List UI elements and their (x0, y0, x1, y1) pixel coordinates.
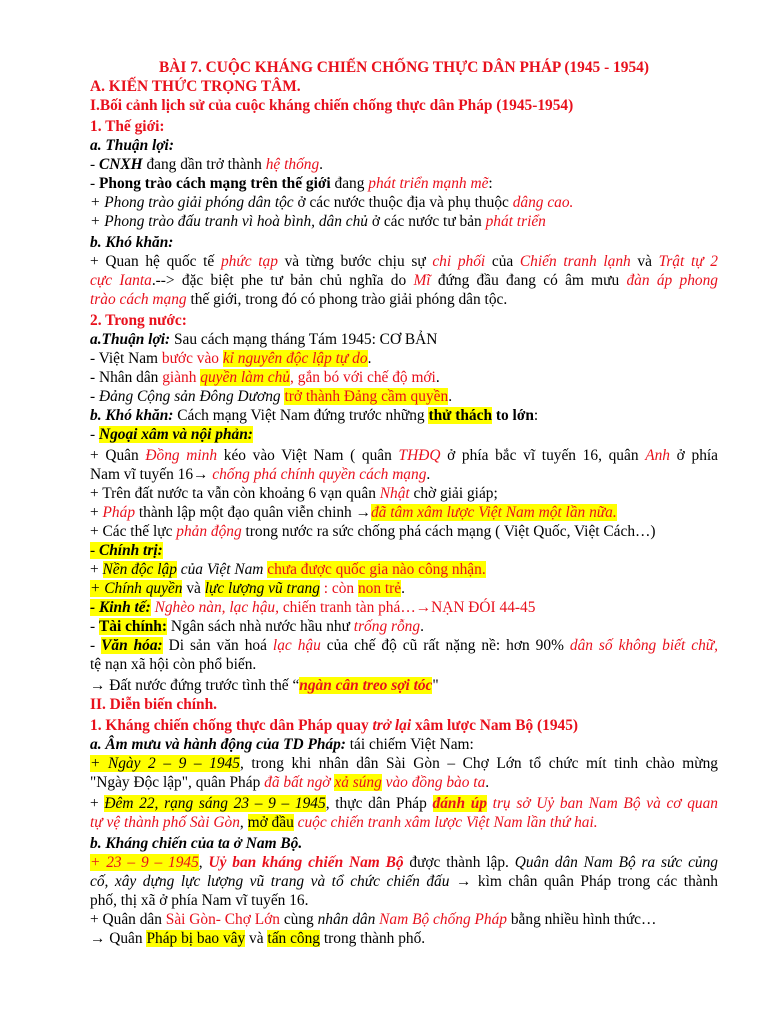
line-reactionary (90, 522, 718, 541)
text: và (630, 253, 659, 270)
text: chi phối (432, 253, 486, 270)
domestic-heading: 2. Trong nước: (90, 312, 187, 329)
text: phức tạp (220, 253, 278, 270)
text: mở đầu (247, 814, 294, 831)
text: tái chiếm Việt Nam: (345, 736, 474, 753)
text: và (245, 930, 268, 947)
text: đang dần trở thành (142, 156, 266, 173)
text: " (432, 677, 439, 694)
text: và từng bước chịu sự (277, 253, 433, 270)
line-politics (90, 541, 718, 560)
line-party (90, 387, 718, 406)
section-a-heading: A. KIẾN THỨC TRỌNG TÂM. (90, 78, 301, 95)
text: trong nước ra sức chống phá cách mạng ( Việt Quốc, Việt Cách…) (241, 523, 656, 540)
text: đã bất ngờ (264, 774, 335, 791)
section-i-heading: I.Bối cảnh lịch sử của cuộc kháng chiến chống thực dân Pháp (1945-1954) (90, 97, 574, 114)
text: hệ thống (265, 156, 320, 173)
line-social-evils: tệ nạn xã hội còn phổ biến. (90, 656, 257, 673)
text: + Phong trào đấu tranh vì hoà bình, dân chủ (90, 213, 369, 230)
text: . (435, 369, 440, 386)
text: . (401, 580, 405, 597)
text: THĐQ (398, 447, 441, 464)
text: Đồng minh (145, 447, 218, 464)
line-finance (90, 617, 718, 636)
text: , gắn bó với chế độ mới (290, 369, 436, 386)
line-sept-22 (90, 794, 718, 813)
text: - Nhân dân (90, 369, 163, 386)
text: Đêm 22, rạng sáng 23 – 9 – 1945 (104, 795, 326, 812)
text: a.Thuận lợi: (90, 331, 171, 348)
text: trụ sở Uỷ ban Nam Bộ và cơ quan (486, 795, 718, 812)
text: . (319, 156, 324, 173)
text: đàn áp phong (626, 272, 718, 289)
text: . (426, 466, 431, 483)
text: đã tâm xâm lược Việt Nam một lần nữa. (370, 504, 617, 521)
text: lực lượng vũ trang (204, 580, 320, 597)
text: → Đất nước đứng trước tình thế “ (90, 677, 300, 694)
text: chờ giải giáp; (409, 485, 498, 502)
text: chưa được quốc gia nào công nhận. (267, 561, 486, 578)
text: : (488, 175, 493, 192)
text: thế giới, trong đó có phong trào giải phóng dân tộc. (186, 291, 508, 308)
text: Cách mạng Việt Nam đứng trước những (173, 407, 429, 424)
text: tự vệ thành phố Sài Gòn (90, 814, 240, 831)
text: được thành lập. (403, 854, 515, 871)
text: Uỷ ban kháng chiến Nam Bộ (208, 854, 404, 871)
text: + Trên đất nước ta vẫn còn khoảng 6 vạn quân (90, 485, 380, 502)
text: Ngoại xâm và nội phản: (98, 426, 253, 443)
text: + Quân dân (90, 911, 166, 928)
line-independence (90, 560, 718, 579)
line-build-forces (90, 872, 718, 891)
text: dâng cao. (512, 194, 574, 211)
text: và (182, 580, 205, 597)
text: + Quân (90, 447, 146, 464)
text: - Việt Nam (90, 350, 162, 367)
text: phản động (176, 523, 242, 540)
line-economy (90, 598, 718, 617)
text: Pháp (102, 504, 136, 521)
text: cực Ianta (90, 272, 152, 289)
text: Nhật (379, 485, 410, 502)
line-sept-23 (90, 853, 718, 872)
text: + 23 – 9 – 1945 (90, 854, 199, 871)
line-second-invasion (90, 813, 718, 832)
line-domestic-advantages (90, 330, 718, 349)
text: - (90, 637, 102, 654)
text: to lớn (492, 407, 534, 424)
text: .--> đặc biệt phe tư bản chủ nghĩa do (151, 272, 414, 289)
line-oppose (90, 465, 718, 484)
text: + Các thế lực (90, 523, 177, 540)
text: , (198, 854, 209, 871)
line-japan (90, 484, 718, 503)
text: Văn hóa: (101, 637, 163, 654)
text: ngàn cân treo sợi tóc (299, 677, 433, 694)
text: Nam vĩ tuyến 16→ (90, 466, 213, 483)
text: + Phong trào giải phóng dân tộc (90, 194, 294, 211)
text: + (90, 561, 103, 578)
text: của chế độ cũ rất nặng nề: hơn 90% (320, 637, 570, 654)
text: Tài chính: (98, 618, 167, 635)
text: cùng (279, 911, 318, 928)
text: Nam Bộ chống Pháp (379, 911, 507, 928)
text: ở các nước thuộc địa và phụ thuộc (293, 194, 513, 211)
text: 1. Kháng chiến chống thực dân Pháp quay (90, 717, 373, 734)
text: + Ngày 2 – 9 – 1945 (90, 755, 240, 772)
text: tấn công (267, 930, 320, 947)
text: . (448, 388, 453, 405)
text: xâm lược Nam Bộ (1945) (411, 717, 579, 734)
text: - (90, 175, 99, 192)
text: của Việt Nam (176, 561, 268, 578)
line-allies (90, 446, 718, 465)
line-foreign-invasion (90, 425, 718, 444)
text: Sau cách mạng tháng Tám 1945: CƠ BẢN (170, 331, 438, 348)
line-international (90, 252, 718, 271)
text: . (367, 350, 372, 367)
text: đang (330, 175, 369, 192)
line-people (90, 368, 718, 387)
text: trở thành Đảng cầm quyền (284, 388, 449, 405)
text: . (420, 618, 424, 635)
text: ở các nước tư bản (368, 213, 486, 230)
difficulties-heading: b. Khó khăn: (90, 234, 174, 251)
text: Ngân sách nhà nước hầu như (166, 618, 354, 635)
line-siege (90, 929, 718, 948)
text: Nền độc lập (102, 561, 177, 578)
text: đánh úp (432, 795, 487, 812)
text: ở phía (670, 447, 718, 464)
text: cố, xây dựng lực lượng vũ trang và tổ chức chiến đấu (90, 873, 450, 890)
text: trong thành phố. (320, 930, 426, 947)
text: trào cách mạng (90, 291, 187, 308)
text: của (485, 253, 520, 270)
text: , thực dân Pháp (325, 795, 433, 812)
line-vietnam (90, 349, 718, 368)
text: trống rỗng (353, 618, 421, 635)
text: "Ngày Độc lập", quân Pháp (90, 774, 265, 791)
line-french-scheme (90, 735, 718, 754)
line-liberation (90, 193, 718, 212)
text: lạc hậu (272, 637, 321, 654)
line-peace (90, 212, 718, 231)
line-situation (90, 676, 718, 695)
text: : còn (319, 580, 358, 597)
text: quyền làm chủ (200, 369, 291, 386)
text: Quân dân Nam Bộ ra sức củng (514, 854, 718, 871)
text: - (90, 156, 99, 173)
text: + (90, 795, 105, 812)
text: b. Khó khăn: (90, 407, 174, 424)
text: Chiến tranh lạnh (519, 253, 631, 270)
text: đứng đầu đang có âm mưu (430, 272, 627, 289)
text: chiến tranh tàn phá…→NẠN ĐÓI 44-45 (278, 599, 536, 616)
lesson-title: BÀI 7. CUỘC KHÁNG CHIẾN CHỐNG THỰC DÂN PHÁP (1945 - 1954) (159, 59, 649, 76)
text: - (90, 618, 99, 635)
text: cuộc chiến tranh xâm lược Việt Nam lần thứ hai. (293, 814, 598, 831)
line-ianta (90, 271, 718, 290)
world-heading: 1. Thế giới: (90, 118, 165, 135)
south-resistance-heading (90, 716, 718, 735)
text: non trẻ (357, 580, 402, 597)
text: Di sản văn hoá (162, 637, 273, 654)
text: thử thách (428, 407, 493, 424)
south-resistance-subheading: b. Kháng chiến của ta ở Nam Bộ. (90, 835, 303, 852)
text: nhân dân (317, 911, 376, 928)
line-independence-day (90, 773, 718, 792)
line-domestic-difficulties (90, 406, 718, 425)
text: a. Âm mưu và hành động của TD Pháp: (90, 736, 346, 753)
line-revolution (90, 290, 718, 309)
text: Nghèo nàn, lạc hậu, (150, 599, 279, 616)
text: - (90, 542, 99, 559)
text: Phong trào cách mạng trên thế giới (98, 175, 331, 192)
text: chống phá chính quyền cách mạng (212, 466, 427, 483)
text: phát triển (485, 213, 546, 230)
text: Anh (645, 447, 670, 464)
text: + Chính quyền (90, 580, 183, 597)
text: phát triển mạnh mẽ (368, 175, 489, 192)
line-cnxh (90, 155, 718, 174)
text: → Quân (90, 930, 147, 947)
text: thành lập một đạo quân viễn chinh → (135, 504, 371, 521)
text: vào đồng bào ta (381, 774, 486, 791)
text: , (239, 814, 248, 831)
text: - (90, 426, 99, 443)
text: trở lại (372, 717, 412, 734)
line-saigon (90, 910, 718, 929)
text: : (533, 407, 539, 424)
text: → kìm chân quân Pháp trong các thành (449, 873, 718, 890)
text: ở phía bắc vĩ tuyến 16, quân (440, 447, 646, 464)
text: dân số không biết chữ, (569, 637, 719, 654)
text: giành (162, 369, 201, 386)
text: Trật tự 2 (658, 253, 718, 270)
line-sept-2 (90, 754, 718, 773)
text: . (485, 774, 490, 791)
text: Chính trị: (98, 542, 163, 559)
text: bằng nhiều hình thức… (507, 911, 657, 928)
text: + (90, 504, 103, 521)
text: + Quan hệ quốc tế (90, 253, 221, 270)
text: Pháp bị bao vây (146, 930, 246, 947)
text: xả súng (334, 774, 382, 791)
text: Sài Gòn- Chợ Lớn (165, 911, 280, 928)
line-government (90, 579, 718, 598)
text: - Kinh tế: (90, 599, 151, 616)
text: - Đảng Cộng sản Đông Dương (90, 388, 285, 405)
advantages-heading: a. Thuận lợi: (90, 137, 174, 154)
line-towns: phố, thị xã ở phía Nam vĩ tuyến 16. (90, 892, 309, 909)
line-culture (90, 636, 718, 655)
text: kéo vào Việt Nam ( quân (217, 447, 399, 464)
line-movement (90, 174, 718, 193)
line-france-army (90, 503, 718, 522)
text: kỉ nguyên độc lập tự do (222, 350, 368, 367)
text: CNXH (98, 156, 143, 173)
section-ii-heading: II. Diễn biến chính. (90, 696, 218, 713)
text: bước vào (161, 350, 223, 367)
text: , trong khi nhân dân Sài Gòn – Chợ Lớn tổ chức mít tinh chào mừng (239, 755, 719, 772)
text: Mĩ (413, 272, 431, 289)
